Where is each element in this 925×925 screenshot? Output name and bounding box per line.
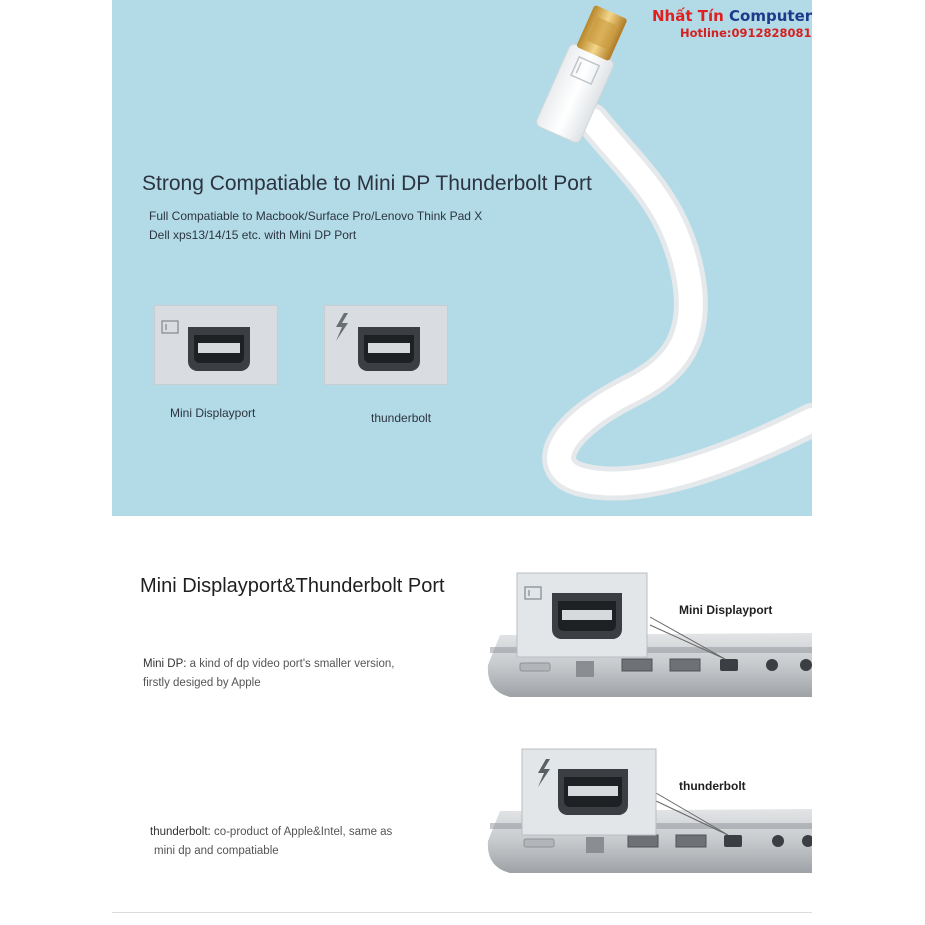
port-label-thunderbolt: thunderbolt — [371, 411, 432, 425]
port-label-mini-displayport: Mini Displayport — [170, 406, 256, 420]
thunderbolt-description — [150, 823, 392, 861]
hero-headline: Strong Compatiable to Mini DP Thunderbolt Port — [142, 172, 592, 195]
hero-subline-1: Full Compatiable to Macbook/Surface Pro/Lenovo Think Pad X — [149, 209, 483, 223]
thunderbolt-line-1: co-product of Apple&Intel, same as — [213, 826, 393, 838]
mini-dp-description — [143, 655, 394, 693]
thunderbolt-line-2: mini dp and compatiable — [154, 845, 279, 857]
hotline-text: Hotline:0912828081 — [680, 26, 812, 40]
brand-name-blue: Computer — [729, 7, 813, 25]
laptop-thunderbolt-illustration — [480, 745, 812, 880]
brand-logo — [652, 7, 812, 25]
callout-thunderbolt: thunderbolt — [679, 779, 746, 793]
bottom-divider — [112, 912, 812, 913]
hero-subline-2: Dell xps13/14/15 etc. with Mini DP Port — [149, 228, 357, 242]
hero-panel — [112, 0, 812, 516]
cable-illustration — [112, 0, 812, 516]
brand-name-red: Nhất Tín — [652, 7, 724, 25]
mini-dp-term: Mini DP: — [143, 658, 187, 670]
thunderbolt-term: thunderbolt: — [150, 826, 211, 838]
mini-displayport-icon — [154, 305, 278, 385]
thunderbolt-icon — [324, 305, 448, 385]
mini-dp-line-1: a kind of dp video port's smaller version, — [189, 658, 395, 670]
callout-mini-displayport: Mini Displayport — [679, 603, 773, 617]
section-title: Mini Displayport&Thunderbolt Port — [140, 575, 445, 597]
mini-dp-line-2: firstly desiged by Apple — [143, 677, 261, 689]
mini-displayport-card — [154, 305, 278, 385]
thunderbolt-card — [324, 305, 448, 385]
laptop-mini-displayport-illustration — [480, 565, 812, 705]
